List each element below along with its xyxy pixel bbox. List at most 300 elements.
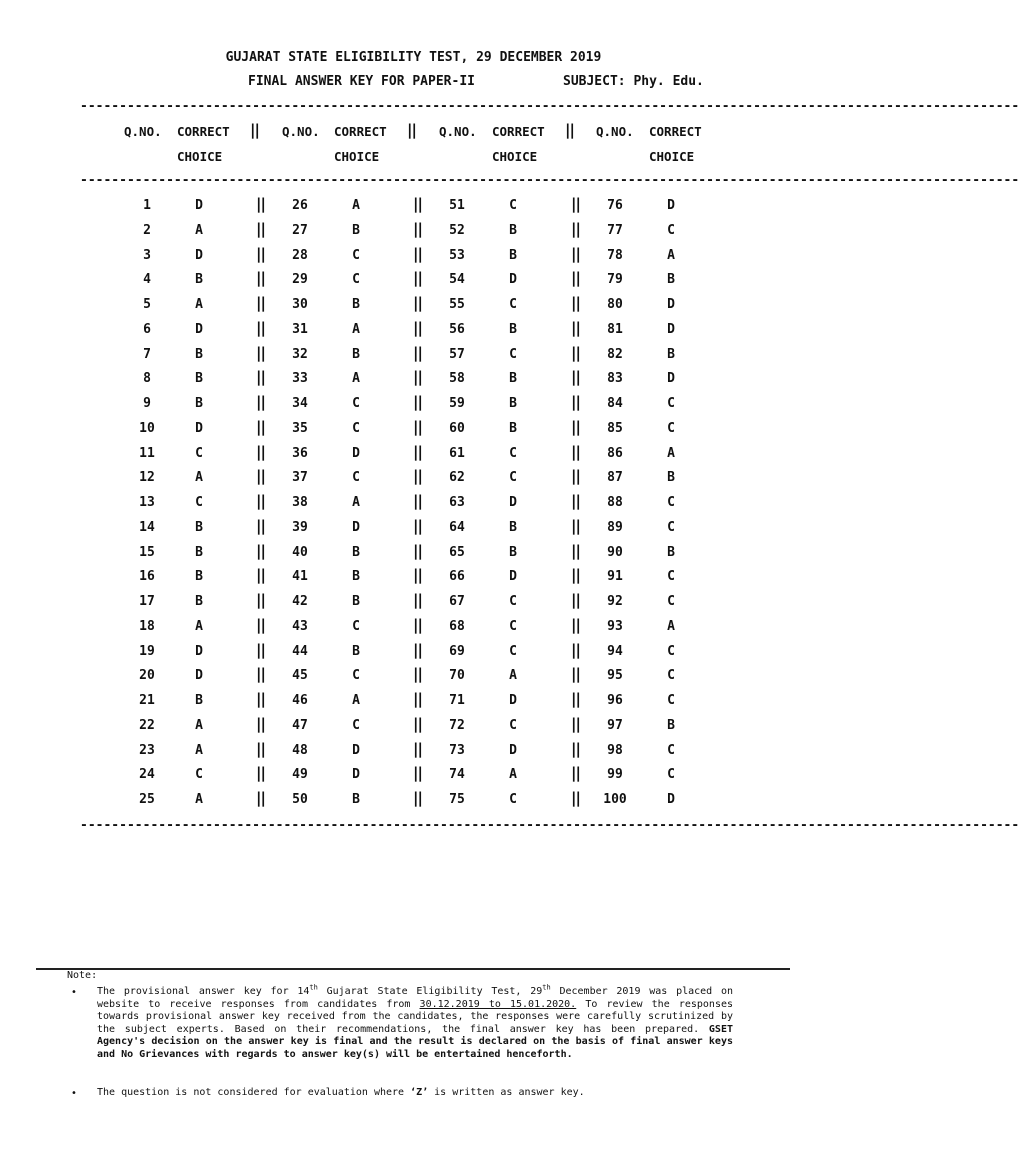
answer-choice: B	[509, 520, 517, 535]
question-number: 44	[292, 644, 308, 659]
question-number: 62	[449, 470, 465, 485]
question-number: 9	[143, 396, 151, 411]
column-separator: ||	[256, 764, 265, 782]
question-number: 16	[139, 569, 155, 584]
answer-choice: C	[667, 396, 675, 411]
question-number: 73	[449, 743, 465, 758]
answer-choice: C	[509, 718, 517, 733]
answer-choice: C	[509, 446, 517, 461]
answer-choice: C	[509, 198, 517, 213]
answer-choice: A	[509, 668, 517, 683]
column-separator: ||	[571, 294, 580, 312]
question-number: 100	[603, 792, 627, 807]
answer-choice: A	[195, 743, 203, 758]
column-separator: ||	[256, 467, 265, 485]
question-number: 4	[143, 272, 151, 287]
answer-choice: C	[352, 668, 360, 683]
question-number: 10	[139, 421, 155, 436]
column-separator: ||	[571, 393, 580, 411]
answer-choice: B	[509, 421, 517, 436]
column-separator: ||	[413, 492, 422, 510]
column-separator: ||	[571, 591, 580, 609]
column-separator: ||	[413, 319, 422, 337]
column-separator: ||	[413, 294, 422, 312]
answer-choice: C	[667, 520, 675, 535]
answer-choice: B	[352, 569, 360, 584]
answer-choice: B	[195, 569, 203, 584]
answer-choice: D	[352, 520, 360, 535]
answer-choice: B	[352, 223, 360, 238]
question-number: 17	[139, 594, 155, 609]
column-separator: ||	[571, 467, 580, 485]
question-number: 83	[607, 371, 623, 386]
column-separator: ||	[571, 245, 580, 263]
column-separator: ||	[413, 443, 422, 461]
column-separator: ||	[413, 467, 422, 485]
note1-text-a: The provisional answer key for 14	[97, 986, 310, 997]
column-separator: ||	[413, 220, 422, 238]
column-separator: ||	[256, 715, 265, 733]
question-number: 21	[139, 693, 155, 708]
answer-choice: D	[352, 767, 360, 782]
note-label: Note:	[67, 970, 98, 981]
column-separator: ||	[256, 740, 265, 758]
answer-choice: B	[195, 594, 203, 609]
question-number: 82	[607, 347, 623, 362]
question-number: 2	[143, 223, 151, 238]
question-number: 13	[139, 495, 155, 510]
answer-choice: A	[195, 470, 203, 485]
question-number: 86	[607, 446, 623, 461]
answer-choice: C	[352, 421, 360, 436]
question-number: 67	[449, 594, 465, 609]
answer-choice: D	[195, 198, 203, 213]
col-correct-header: CORRECT	[649, 124, 702, 139]
note1-text-b: Gujarat State Eligibility Test, 29	[317, 986, 543, 997]
answer-choice: D	[509, 272, 517, 287]
answer-choice: C	[509, 347, 517, 362]
col-choice-header: CHOICE	[177, 149, 223, 164]
col-qno-header: Q.NO.	[596, 124, 634, 139]
column-separator: ||	[571, 220, 580, 238]
question-number: 23	[139, 743, 155, 758]
answer-choice: B	[195, 520, 203, 535]
answer-choice: B	[195, 272, 203, 287]
col-qno-header: Q.NO.	[439, 124, 477, 139]
question-number: 64	[449, 520, 465, 535]
answer-choice: B	[195, 347, 203, 362]
answer-choice: B	[195, 371, 203, 386]
question-number: 19	[139, 644, 155, 659]
answer-choice: B	[352, 545, 360, 560]
column-separator: ||	[256, 443, 265, 461]
header-dash-rule: ------------------------------------------------------------------------------------------------------------------------	[80, 173, 1019, 188]
answer-choice: C	[352, 619, 360, 634]
answer-choice: B	[352, 347, 360, 362]
column-separator: ||	[413, 542, 422, 560]
answer-choice: D	[352, 446, 360, 461]
question-number: 47	[292, 718, 308, 733]
question-number: 55	[449, 297, 465, 312]
column-separator: ||	[256, 492, 265, 510]
question-number: 48	[292, 743, 308, 758]
question-number: 30	[292, 297, 308, 312]
note2-text-a: The question is not considered for evaluation where	[97, 1087, 411, 1098]
column-separator: ||	[565, 121, 574, 139]
question-number: 98	[607, 743, 623, 758]
col-choice-header: CHOICE	[649, 149, 695, 164]
question-number: 33	[292, 371, 308, 386]
answer-choice: C	[195, 495, 203, 510]
answer-choice: C	[667, 693, 675, 708]
question-number: 57	[449, 347, 465, 362]
question-number: 53	[449, 248, 465, 263]
column-separator: ||	[413, 690, 422, 708]
note1-bold: GSET Agency's decision on the answer key is final and the result is declared on the basis of final answer keys and No Grievances with regards to answer key(s) will be entertained henceforth.	[97, 1023, 733, 1060]
column-separator: ||	[571, 344, 580, 362]
question-number: 94	[607, 644, 623, 659]
answer-choice: B	[195, 693, 203, 708]
column-separator: ||	[571, 542, 580, 560]
question-number: 43	[292, 619, 308, 634]
question-number: 36	[292, 446, 308, 461]
document-title: GUJARAT STATE ELIGIBILITY TEST, 29 DECEMBER 2019	[225, 50, 602, 65]
column-separator: ||	[571, 715, 580, 733]
column-separator: ||	[413, 764, 422, 782]
answer-choice: A	[667, 446, 675, 461]
question-number: 12	[139, 470, 155, 485]
answer-choice: C	[667, 644, 675, 659]
note1-text-c: December 2019 was placed on website to receive responses from candidates from	[97, 986, 733, 1010]
answer-choice: C	[509, 792, 517, 807]
column-separator: ||	[413, 715, 422, 733]
answer-choice: D	[667, 322, 675, 337]
answer-choice: C	[667, 668, 675, 683]
answer-choice: A	[352, 693, 360, 708]
answer-choice: D	[509, 569, 517, 584]
question-number: 20	[139, 668, 155, 683]
col-qno-header: Q.NO.	[282, 124, 320, 139]
answer-choice: C	[667, 421, 675, 436]
answer-choice: B	[667, 347, 675, 362]
question-number: 15	[139, 545, 155, 560]
column-separator: ||	[256, 220, 265, 238]
question-number: 56	[449, 322, 465, 337]
answer-choice: B	[352, 297, 360, 312]
note2-text-b: is written as answer key.	[428, 1087, 585, 1098]
question-number: 88	[607, 495, 623, 510]
answer-choice: D	[509, 495, 517, 510]
question-number: 85	[607, 421, 623, 436]
question-number: 50	[292, 792, 308, 807]
column-separator: ||	[413, 344, 422, 362]
question-number: 31	[292, 322, 308, 337]
answer-choice: C	[195, 767, 203, 782]
question-number: 46	[292, 693, 308, 708]
question-number: 71	[449, 693, 465, 708]
column-separator: ||	[256, 418, 265, 436]
question-number: 96	[607, 693, 623, 708]
question-number: 27	[292, 223, 308, 238]
answer-choice: B	[352, 644, 360, 659]
column-separator: ||	[571, 195, 580, 213]
answer-choice: B	[667, 718, 675, 733]
column-separator: ||	[256, 566, 265, 584]
question-number: 58	[449, 371, 465, 386]
answer-choice: C	[667, 569, 675, 584]
question-number: 25	[139, 792, 155, 807]
question-number: 95	[607, 668, 623, 683]
question-number: 63	[449, 495, 465, 510]
answer-choice: D	[509, 693, 517, 708]
question-number: 69	[449, 644, 465, 659]
column-separator: ||	[413, 789, 422, 807]
question-number: 24	[139, 767, 155, 782]
question-number: 28	[292, 248, 308, 263]
column-separator: ||	[413, 517, 422, 535]
answer-choice: B	[195, 396, 203, 411]
question-number: 42	[292, 594, 308, 609]
question-number: 91	[607, 569, 623, 584]
column-separator: ||	[256, 195, 265, 213]
col-correct-header: CORRECT	[177, 124, 230, 139]
answer-choice: A	[195, 619, 203, 634]
question-number: 37	[292, 470, 308, 485]
answer-choice: B	[509, 322, 517, 337]
question-number: 5	[143, 297, 151, 312]
question-number: 80	[607, 297, 623, 312]
column-separator: ||	[571, 740, 580, 758]
col-qno-header: Q.NO.	[124, 124, 162, 139]
top-dash-rule: ------------------------------------------------------------------------------------------------------------------------	[80, 99, 1019, 114]
note1-text-d: To review the responses towards provisional answer key received from the candidates, the responses were carefully scrutinized by the subject experts. Based on their recommendations, the final answer key has been prepared.	[97, 998, 734, 1035]
column-separator: ||	[413, 591, 422, 609]
column-separator: ||	[571, 789, 580, 807]
question-number: 54	[449, 272, 465, 287]
note1-dates: 30.12.2019 to 15.01.2020.	[419, 998, 577, 1010]
question-number: 78	[607, 248, 623, 263]
answer-choice: C	[667, 495, 675, 510]
column-separator: ||	[571, 492, 580, 510]
answer-choice: B	[195, 545, 203, 560]
question-number: 93	[607, 619, 623, 634]
question-number: 59	[449, 396, 465, 411]
answer-choice: D	[195, 421, 203, 436]
column-separator: ||	[413, 368, 422, 386]
question-number: 7	[143, 347, 151, 362]
question-number: 6	[143, 322, 151, 337]
question-number: 61	[449, 446, 465, 461]
answer-choice: C	[509, 644, 517, 659]
column-separator: ||	[571, 690, 580, 708]
question-number: 90	[607, 545, 623, 560]
answer-choice: D	[667, 198, 675, 213]
answer-choice: C	[352, 396, 360, 411]
column-separator: ||	[413, 641, 422, 659]
column-separator: ||	[256, 789, 265, 807]
subject-label: SUBJECT: Phy. Edu.	[563, 74, 704, 89]
column-separator: ||	[413, 665, 422, 683]
question-number: 40	[292, 545, 308, 560]
question-number: 52	[449, 223, 465, 238]
note1-sup-2: th	[542, 983, 551, 992]
answer-choice: A	[195, 792, 203, 807]
question-number: 51	[449, 198, 465, 213]
question-number: 97	[607, 718, 623, 733]
column-separator: ||	[256, 245, 265, 263]
column-separator: ||	[413, 418, 422, 436]
column-separator: ||	[413, 269, 422, 287]
answer-choice: B	[509, 223, 517, 238]
answer-choice: C	[195, 446, 203, 461]
answer-choice: D	[667, 371, 675, 386]
question-number: 41	[292, 569, 308, 584]
col-choice-header: CHOICE	[334, 149, 380, 164]
question-number: 45	[292, 668, 308, 683]
column-separator: ||	[256, 591, 265, 609]
column-separator: ||	[571, 566, 580, 584]
column-separator: ||	[413, 740, 422, 758]
column-separator: ||	[571, 517, 580, 535]
question-number: 39	[292, 520, 308, 535]
answer-choice: C	[509, 470, 517, 485]
answer-choice: D	[195, 322, 203, 337]
answer-choice: C	[667, 223, 675, 238]
question-number: 99	[607, 767, 623, 782]
question-number: 38	[292, 495, 308, 510]
column-separator: ||	[571, 641, 580, 659]
question-number: 66	[449, 569, 465, 584]
column-separator: ||	[571, 368, 580, 386]
col-choice-header: CHOICE	[492, 149, 538, 164]
answer-choice: A	[195, 718, 203, 733]
question-number: 1	[143, 198, 151, 213]
answer-choice: C	[509, 297, 517, 312]
answer-choice: C	[509, 619, 517, 634]
column-separator: ||	[571, 319, 580, 337]
bottom-dash-rule: ------------------------------------------------------------------------------------------------------------------------	[80, 818, 1019, 833]
col-correct-header: CORRECT	[334, 124, 387, 139]
answer-choice: B	[509, 248, 517, 263]
column-separator: ||	[571, 764, 580, 782]
column-separator: ||	[571, 665, 580, 683]
question-number: 87	[607, 470, 623, 485]
answer-choice: B	[352, 594, 360, 609]
answer-choice: A	[667, 619, 675, 634]
column-separator: ||	[256, 344, 265, 362]
column-separator: ||	[256, 616, 265, 634]
column-separator: ||	[413, 245, 422, 263]
footer-divider	[36, 968, 790, 970]
column-separator: ||	[571, 418, 580, 436]
column-separator: ||	[407, 121, 416, 139]
column-separator: ||	[413, 195, 422, 213]
column-separator: ||	[256, 542, 265, 560]
question-number: 74	[449, 767, 465, 782]
answer-choice: A	[352, 322, 360, 337]
answer-choice: B	[509, 396, 517, 411]
question-number: 18	[139, 619, 155, 634]
column-separator: ||	[256, 641, 265, 659]
question-number: 65	[449, 545, 465, 560]
answer-choice: A	[352, 198, 360, 213]
answer-choice: B	[352, 792, 360, 807]
note-provisional-key	[97, 983, 734, 1061]
note2-bold: ‘Z’	[410, 1087, 429, 1098]
question-number: 34	[292, 396, 308, 411]
question-number: 3	[143, 248, 151, 263]
answer-choice: C	[352, 272, 360, 287]
answer-choice: A	[352, 371, 360, 386]
answer-choice: C	[509, 594, 517, 609]
question-number: 22	[139, 718, 155, 733]
column-separator: ||	[256, 269, 265, 287]
column-separator: ||	[413, 616, 422, 634]
column-separator: ||	[413, 393, 422, 411]
question-number: 11	[139, 446, 155, 461]
column-separator: ||	[256, 294, 265, 312]
question-number: 68	[449, 619, 465, 634]
question-number: 32	[292, 347, 308, 362]
answer-choice: C	[352, 248, 360, 263]
answer-choice: A	[195, 297, 203, 312]
note1-sup-1: th	[309, 983, 318, 992]
column-separator: ||	[571, 269, 580, 287]
column-separator: ||	[413, 566, 422, 584]
question-number: 49	[292, 767, 308, 782]
answer-choice: C	[667, 743, 675, 758]
question-number: 14	[139, 520, 155, 535]
paper-title: FINAL ANSWER KEY FOR PAPER-II	[248, 74, 475, 89]
answer-choice: C	[352, 470, 360, 485]
question-number: 76	[607, 198, 623, 213]
answer-choice: B	[667, 470, 675, 485]
note-bullet-2: •	[71, 1088, 77, 1099]
column-separator: ||	[571, 443, 580, 461]
question-number: 8	[143, 371, 151, 386]
question-number: 89	[607, 520, 623, 535]
answer-choice: A	[195, 223, 203, 238]
note-z-key	[97, 1087, 733, 1100]
question-number: 79	[607, 272, 623, 287]
answer-choice: B	[667, 272, 675, 287]
answer-choice: A	[667, 248, 675, 263]
answer-choice: D	[667, 792, 675, 807]
answer-choice: B	[509, 545, 517, 560]
note-bullet-1: •	[71, 987, 77, 998]
answer-choice: B	[667, 545, 675, 560]
question-number: 60	[449, 421, 465, 436]
column-separator: ||	[571, 616, 580, 634]
question-number: 92	[607, 594, 623, 609]
answer-choice: D	[195, 644, 203, 659]
column-separator: ||	[256, 690, 265, 708]
column-separator: ||	[256, 368, 265, 386]
question-number: 75	[449, 792, 465, 807]
answer-choice: D	[352, 743, 360, 758]
answer-choice: D	[509, 743, 517, 758]
answer-choice: C	[667, 767, 675, 782]
column-separator: ||	[250, 121, 259, 139]
answer-choice: A	[352, 495, 360, 510]
answer-choice: C	[352, 718, 360, 733]
answer-choice: D	[667, 297, 675, 312]
column-separator: ||	[256, 319, 265, 337]
column-separator: ||	[256, 517, 265, 535]
answer-choice: A	[509, 767, 517, 782]
question-number: 70	[449, 668, 465, 683]
question-number: 29	[292, 272, 308, 287]
